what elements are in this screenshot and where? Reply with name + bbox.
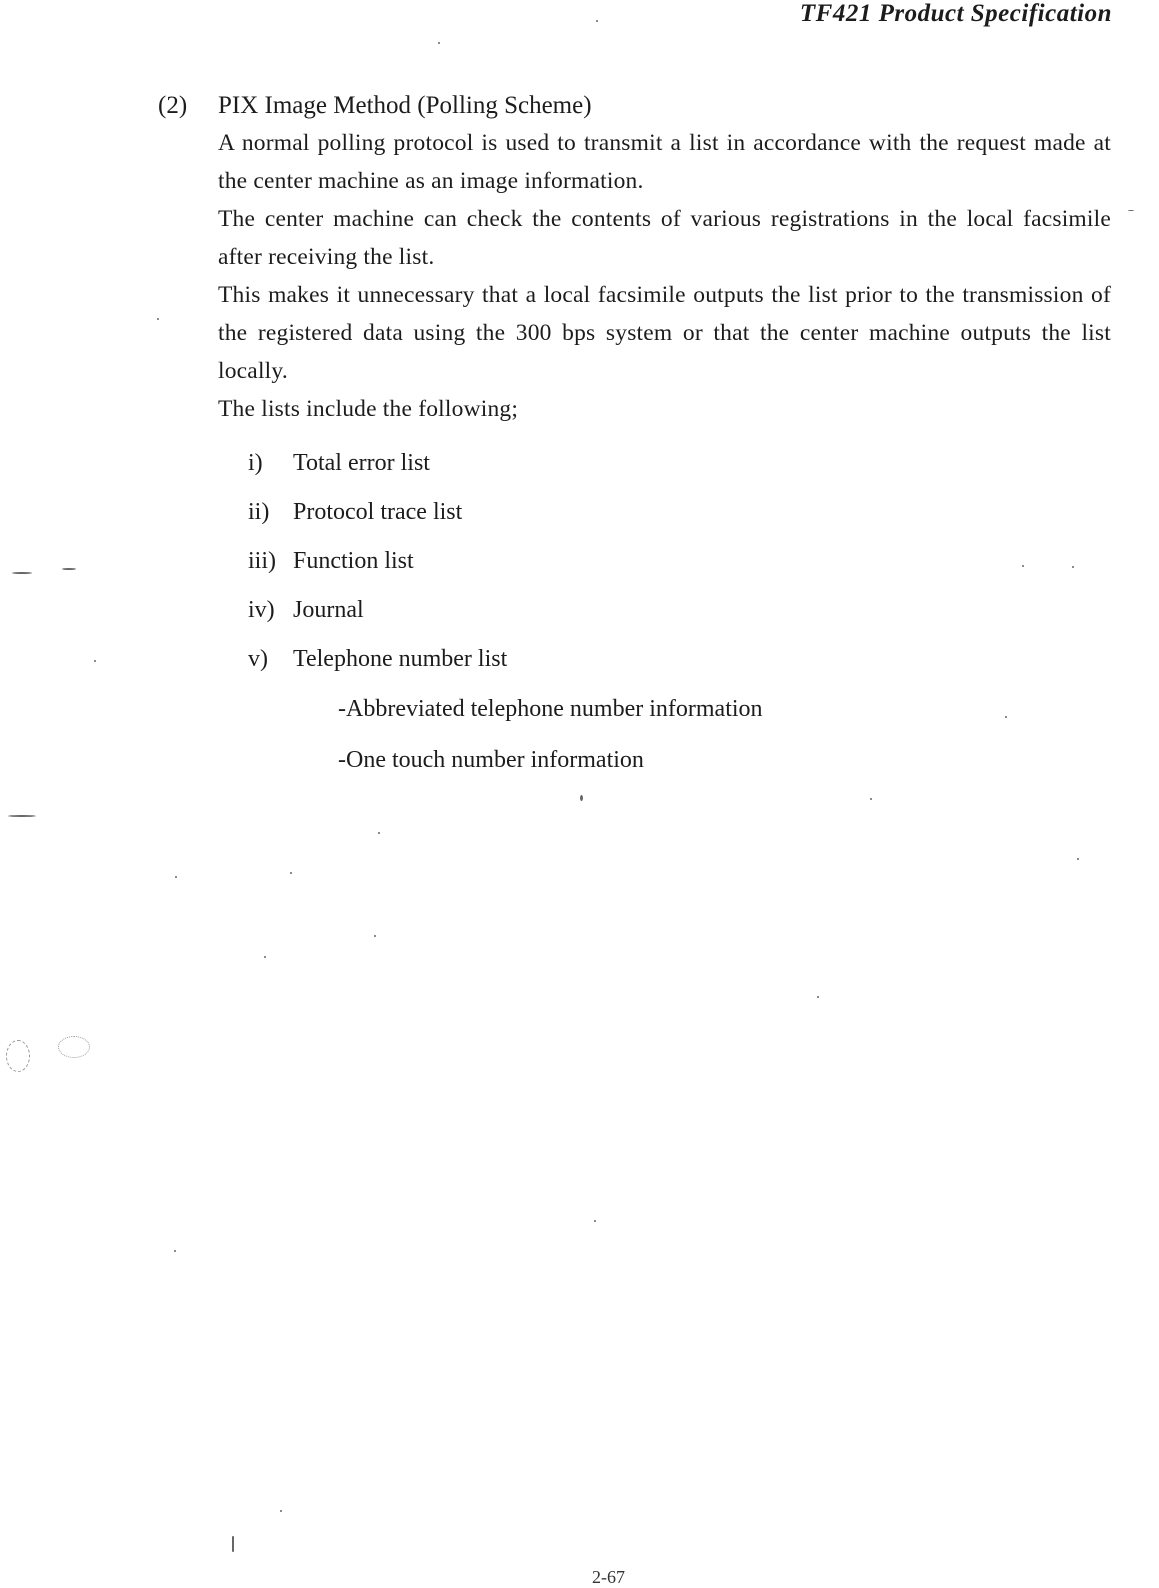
- scan-speck: [817, 996, 819, 998]
- scan-speck: [580, 795, 583, 801]
- section-pix-image-method: [158, 88, 1118, 785]
- list-item: [248, 487, 1111, 536]
- scan-speck: [594, 1220, 596, 1222]
- section-heading: [158, 88, 1118, 124]
- section-body: [218, 124, 1111, 785]
- list-item-label: Protocol trace list: [293, 498, 463, 525]
- list-item-label: Journal: [293, 596, 364, 623]
- list-item-marker: iii): [248, 547, 276, 574]
- scan-speck: [94, 660, 96, 662]
- list-item-marker: ii): [248, 498, 270, 525]
- scan-speck: [1005, 716, 1007, 718]
- scan-speck: [8, 815, 36, 817]
- scan-speck: [232, 1536, 234, 1552]
- document-header-title: TF421 Product Specification: [799, 0, 1112, 27]
- scan-speck: [374, 935, 376, 937]
- scan-speck: [264, 956, 266, 958]
- scan-speck: [1022, 565, 1024, 567]
- list-item-label: Function list: [293, 547, 414, 574]
- scan-speck: [280, 1510, 282, 1512]
- scan-speck: [1072, 566, 1074, 568]
- list-item-marker: v): [248, 645, 268, 672]
- scan-speck: [62, 568, 76, 570]
- scan-speck: [1077, 858, 1079, 860]
- scan-speck: [58, 1036, 90, 1058]
- list-item: [248, 585, 1111, 634]
- list-item: [248, 438, 1111, 487]
- scan-speck: [157, 318, 159, 320]
- list-items: [248, 438, 1111, 683]
- paragraph-4: The lists include the following;: [218, 396, 519, 422]
- list-item-label: Total error list: [293, 449, 430, 476]
- list-item-label: Telephone number list: [293, 645, 508, 672]
- scan-speck: [175, 876, 177, 878]
- list-item-marker: iv): [248, 596, 275, 623]
- list-item: [248, 536, 1111, 585]
- paragraph-1: A normal polling protocol is used to transmit a list in accordance with the request made at the center machine as an image information.: [218, 130, 1111, 194]
- scan-speck: [6, 1040, 30, 1072]
- list-item: [248, 634, 1111, 683]
- scan-speck: [290, 872, 292, 874]
- sub-list-item: -One touch number information: [338, 746, 644, 773]
- section-title: PIX Image Method (Polling Scheme): [218, 92, 592, 119]
- scan-speck: [438, 42, 440, 44]
- scan-speck: [378, 832, 380, 834]
- scan-speck: [12, 572, 32, 574]
- scan-speck: [174, 1250, 176, 1252]
- page-number: 2-67: [592, 1567, 625, 1587]
- section-number: (2): [158, 92, 188, 119]
- paragraph-3: This makes it unnecessary that a local facsimile outputs the list prior to the transmission of the registered data using the 300 bps system or that the center machine outputs the list locally.: [218, 282, 1111, 384]
- scan-speck: [596, 20, 598, 22]
- sub-list-items: [338, 683, 1111, 785]
- scan-speck: [870, 798, 872, 800]
- list-item-marker: i): [248, 449, 263, 476]
- sub-list-item: -Abbreviated telephone number information: [338, 695, 763, 722]
- scan-speck: [1128, 210, 1134, 211]
- paragraph-2: The center machine can check the contents of various registrations in the local facsimile after receiving the list.: [218, 206, 1111, 270]
